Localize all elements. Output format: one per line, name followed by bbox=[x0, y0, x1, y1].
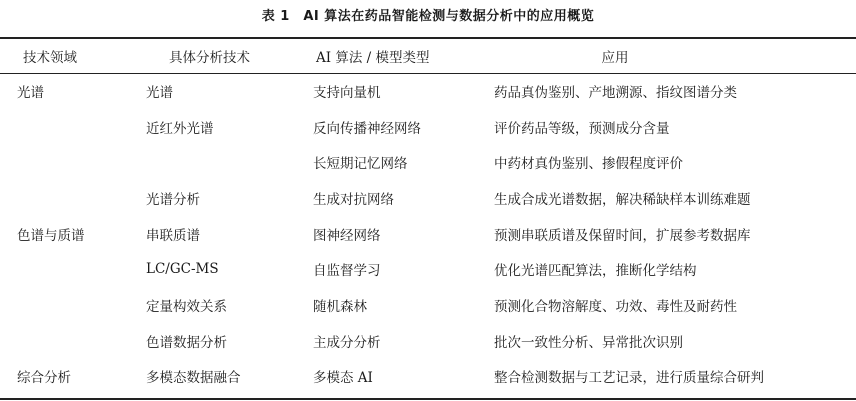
cell-algorithm: 反向传播神经网络 bbox=[313, 120, 421, 137]
table-row bbox=[0, 73, 856, 109]
cell-technique bbox=[146, 144, 313, 180]
table-row bbox=[0, 251, 856, 287]
cell-application: 生成合成光谱数据，解决稀缺样本训练难题 bbox=[494, 191, 751, 208]
header-algorithm: AI 算法 / 模型类型 bbox=[316, 50, 430, 66]
cell-technique: 串联质谱 bbox=[146, 227, 200, 244]
cell-technique: 色谱数据分析 bbox=[146, 334, 227, 351]
cell-domain: 综合分析 bbox=[17, 370, 71, 387]
cell-technique: 定量构效关系 bbox=[146, 298, 227, 315]
cell-domain bbox=[0, 109, 146, 145]
table-row bbox=[0, 216, 856, 252]
cell-application: 预测串联质谱及保留时间，扩展参考数据库 bbox=[494, 227, 751, 244]
cell-domain bbox=[0, 180, 146, 216]
cell-algorithm: 多模态 AI bbox=[313, 370, 373, 387]
header-application: 应用 bbox=[601, 50, 629, 66]
cell-algorithm: 长短期记忆网络 bbox=[313, 156, 408, 173]
cell-algorithm: 支持向量机 bbox=[313, 84, 381, 101]
table-row bbox=[0, 359, 856, 395]
cell-domain: 光谱 bbox=[17, 84, 44, 101]
cell-technique: 光谱 bbox=[146, 84, 173, 101]
cell-algorithm: 主成分分析 bbox=[313, 334, 381, 351]
cell-application: 评价药品等级，预测成分含量 bbox=[494, 120, 670, 137]
cell-domain bbox=[0, 287, 146, 323]
cell-domain bbox=[0, 144, 146, 180]
cell-algorithm: 随机森林 bbox=[313, 298, 367, 315]
table-row bbox=[0, 109, 856, 145]
cell-technique: 近红外光谱 bbox=[146, 120, 214, 137]
cell-application: 优化光谱匹配算法，推断化学结构 bbox=[494, 263, 697, 280]
table-row bbox=[0, 323, 856, 359]
table-caption: 表 1 AI 算法在药品智能检测与数据分析中的应用概览 bbox=[261, 9, 595, 24]
cell-domain: 色谱与质谱 bbox=[17, 227, 85, 244]
cell-application: 中药材真伪鉴别、掺假程度评价 bbox=[494, 156, 683, 173]
header-technique: 具体分析技术 bbox=[169, 50, 250, 66]
cell-application: 预测化合物溶解度、功效、毒性及耐药性 bbox=[494, 298, 737, 315]
table-row bbox=[0, 144, 856, 180]
table-bottom-rule bbox=[0, 398, 856, 400]
cell-technique: LC/GC-MS bbox=[146, 261, 219, 278]
cell-technique: 光谱分析 bbox=[146, 191, 200, 208]
table-header-row bbox=[0, 39, 856, 73]
cell-application: 药品真伪鉴别、产地溯源、指纹图谱分类 bbox=[494, 84, 737, 101]
cell-algorithm: 图神经网络 bbox=[313, 227, 381, 244]
table-row bbox=[0, 180, 856, 216]
cell-algorithm: 自监督学习 bbox=[313, 263, 381, 280]
ai-applications-table bbox=[0, 39, 856, 394]
cell-application: 整合检测数据与工艺记录，进行质量综合研判 bbox=[494, 370, 764, 387]
table-row bbox=[0, 287, 856, 323]
cell-application: 批次一致性分析、异常批次识别 bbox=[494, 334, 683, 351]
table-body bbox=[0, 73, 856, 394]
cell-domain bbox=[0, 323, 146, 359]
cell-algorithm: 生成对抗网络 bbox=[313, 191, 394, 208]
header-domain: 技术领域 bbox=[23, 50, 77, 66]
cell-technique: 多模态数据融合 bbox=[146, 370, 241, 387]
cell-domain bbox=[0, 251, 146, 287]
